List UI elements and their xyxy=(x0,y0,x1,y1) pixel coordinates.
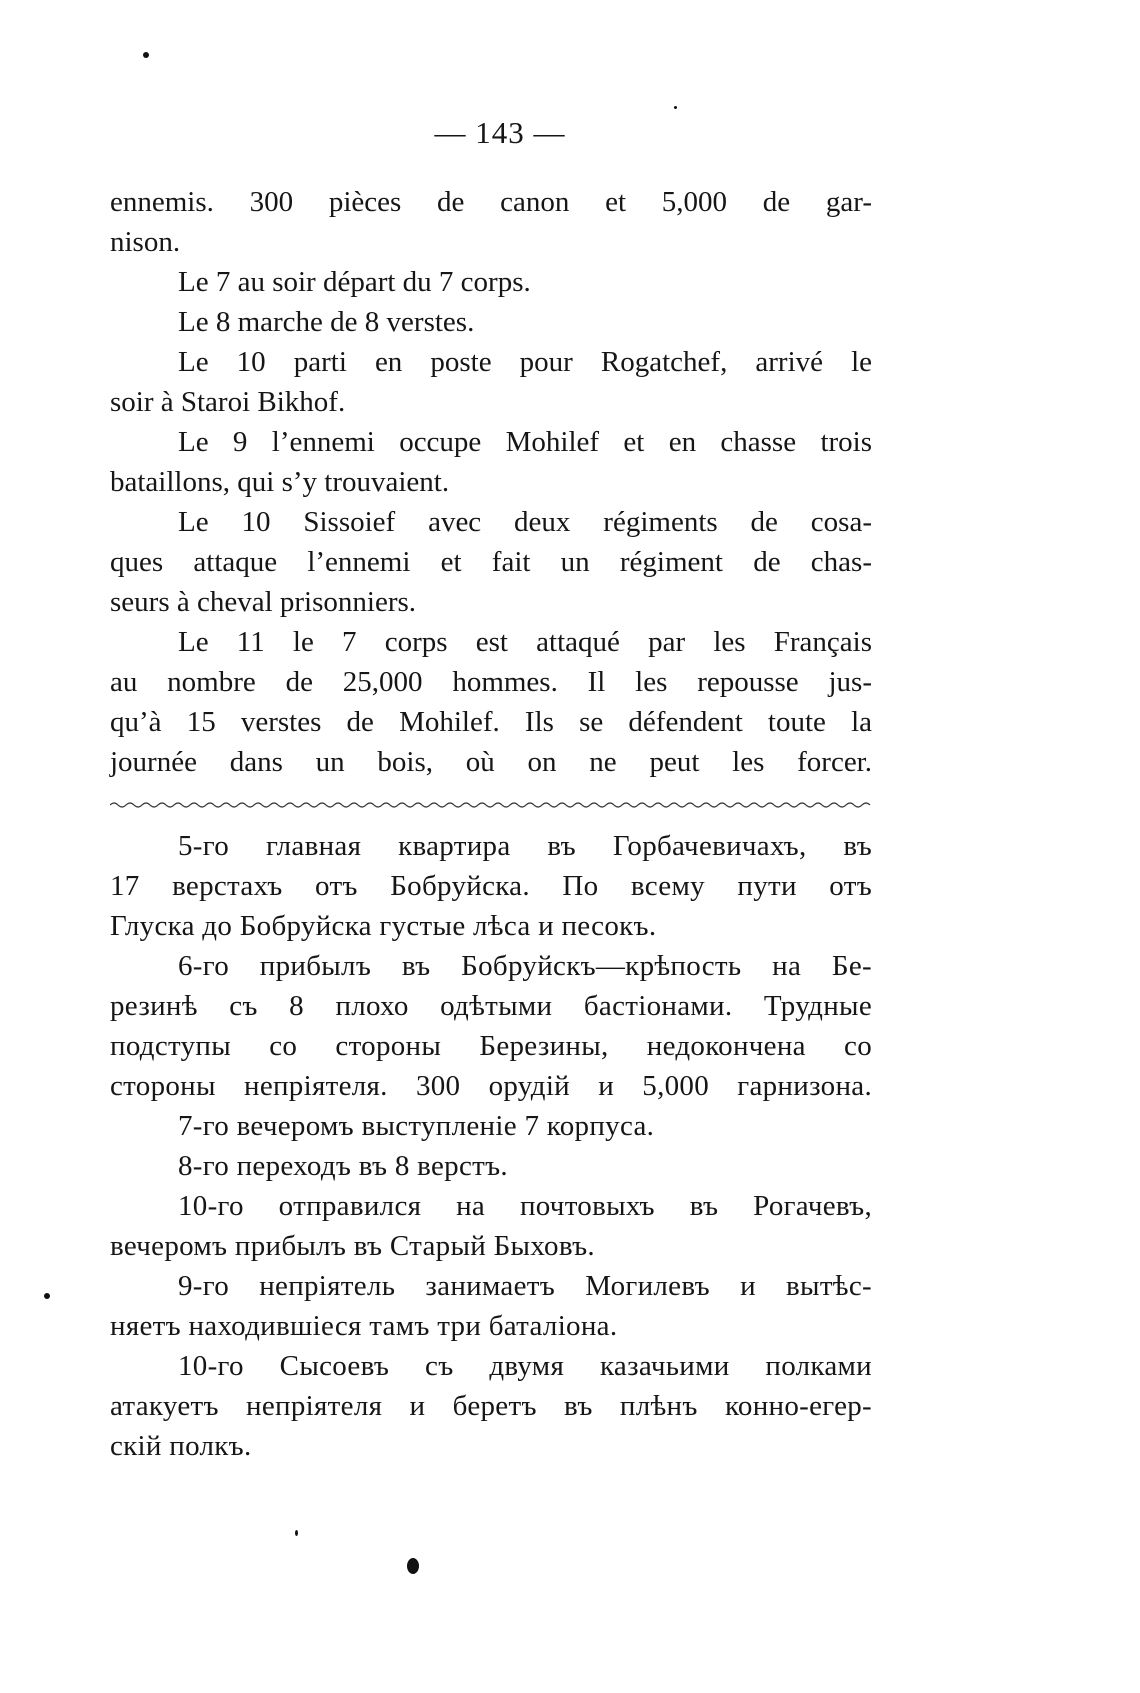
text-line: 9-го непріятель занимаетъ Могилевъ и вытѣс- xyxy=(178,1270,872,1302)
text-line: Le 11 le 7 corps est attaqué par les Français xyxy=(178,626,872,658)
text-line: Le 8 marche de 8 verstes. xyxy=(178,306,475,338)
text-line: 10-го отправился на почтовыхъ въ Рогачевъ, xyxy=(178,1190,872,1222)
ink-speck xyxy=(295,1530,298,1536)
text-line: 8-го переходъ въ 8 верстъ. xyxy=(178,1150,508,1182)
text-line: au nombre de 25,000 hommes. Il les repousse jus- xyxy=(110,666,872,698)
text-line: 6-го прибылъ въ Бобруйскъ—крѣпость на Бе- xyxy=(178,950,872,982)
text-line: nison. xyxy=(110,226,181,258)
ink-speck xyxy=(674,106,677,109)
ink-speck xyxy=(407,1558,419,1574)
ink-speck xyxy=(44,1293,50,1299)
text-line: Le 10 parti en poste pour Rogatchef, arrivé le xyxy=(178,346,872,378)
text-line: атакуетъ непріятеля и беретъ въ плѣнъ конно-егер- xyxy=(110,1390,872,1422)
text-line: seurs à cheval prisonniers. xyxy=(110,586,417,618)
text-line: qu’à 15 verstes de Mohilef. Ils se défendent toute la xyxy=(110,706,872,738)
text-line: ques attaque l’ennemi et fait un régiment de chas- xyxy=(110,546,872,578)
text-line: journée dans un bois, où on ne peut les forcer. xyxy=(110,746,872,778)
french-text-block xyxy=(110,182,872,782)
russian-text-block xyxy=(110,826,872,1466)
text-line: 5-го главная квартира въ Горбачевичахъ, въ xyxy=(178,830,872,862)
page-number: — 143 — xyxy=(434,115,566,150)
wavy-divider xyxy=(110,800,872,810)
text-line: Le 10 Sissoief avec deux régiments de cosa- xyxy=(178,506,872,538)
text-line: вечеромъ прибылъ въ Старый Быховъ. xyxy=(110,1230,595,1262)
text-line: стороны непріятеля. 300 орудій и 5,000 гарнизона. xyxy=(110,1070,872,1102)
text-line: скій полкъ. xyxy=(110,1430,252,1462)
text-line: 10-го Сысоевъ съ двумя казачьими полками xyxy=(178,1350,872,1382)
text-line: 17 верстахъ отъ Бобруйска. По всему пути отъ xyxy=(110,870,872,902)
text-line: bataillons, qui s’y trouvaient. xyxy=(110,466,450,498)
text-line: ennemis. 300 pièces de canon et 5,000 de gar- xyxy=(110,186,872,218)
text-line: няетъ находившіеся тамъ три баталіона. xyxy=(110,1310,618,1342)
text-line: Le 7 au soir départ du 7 corps. xyxy=(178,266,531,298)
text-line: подступы со стороны Березины, недокончена со xyxy=(110,1030,872,1062)
text-line: резинѣ съ 8 плохо одѣтыми бастіонами. Трудные xyxy=(110,990,872,1022)
text-line: soir à Staroi Bikhof. xyxy=(110,386,346,418)
text-line: 7-го вечеромъ выступленіе 7 корпуса. xyxy=(178,1110,655,1142)
ink-speck xyxy=(143,52,149,58)
text-line: Глуска до Бобруйска густые лѣса и песокъ. xyxy=(110,910,657,942)
text-line: Le 9 l’ennemi occupe Mohilef et en chasse trois xyxy=(178,426,872,458)
